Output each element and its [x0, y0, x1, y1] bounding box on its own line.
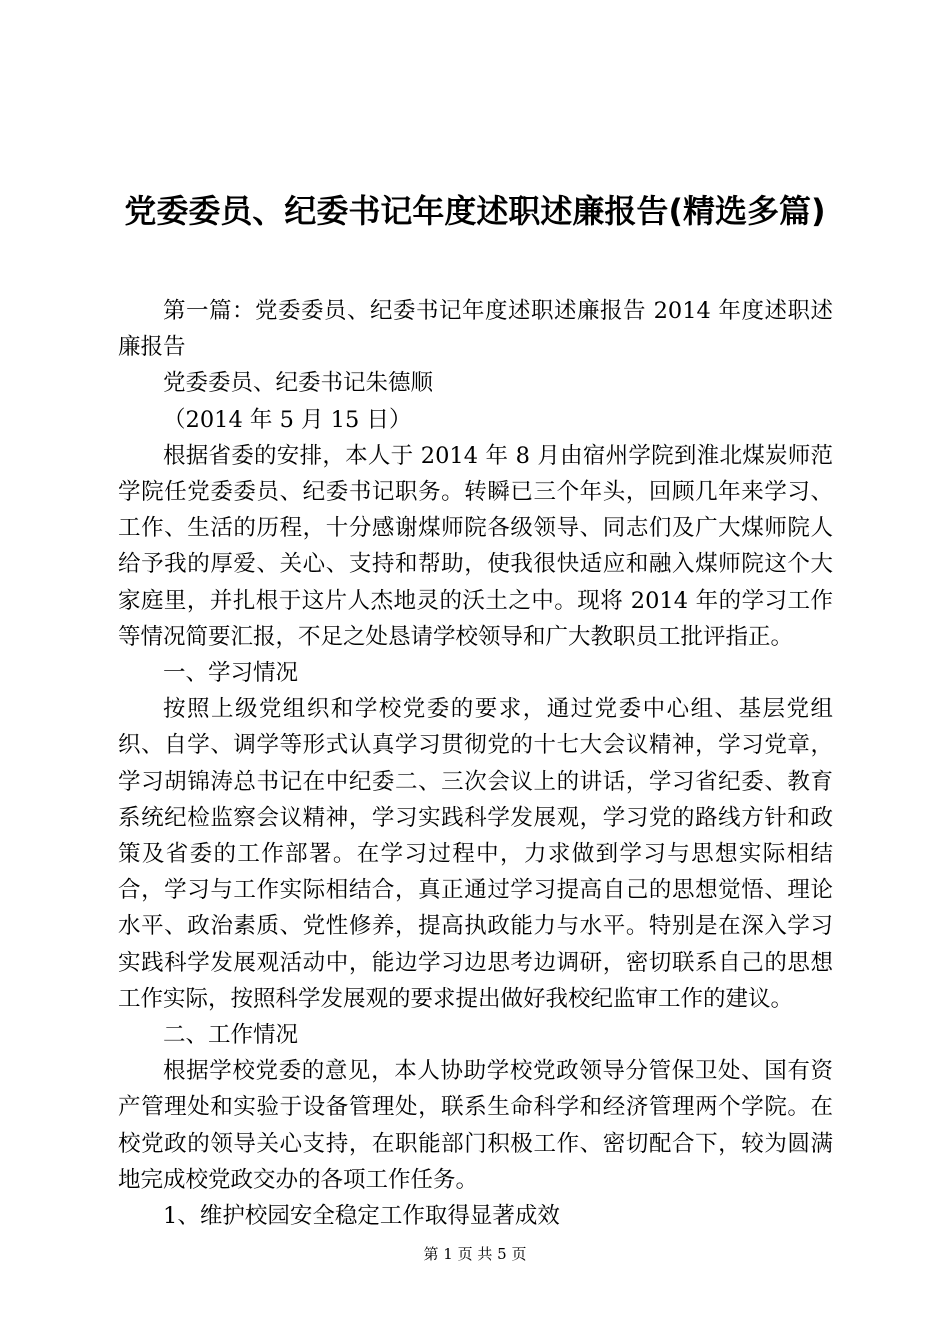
paragraph-work: 根据学校党委的意见，本人协助学校党政领导分管保卫处、国有资产管理处和实验于设备管理处，联系生命科学和经济管理两个学院。在校党政的领导关心支持，在职能部门积极工作、密切配合下，较为圆满地完成校党政交办的各项工作任务。	[118, 1058, 833, 1193]
section-heading-work: 二、工作情况	[163, 1022, 299, 1049]
document-body	[118, 293, 833, 1234]
page-footer: 第 1 页 共 5 页	[423, 1245, 527, 1263]
subsection-heading-safety: 1、维护校园安全稳定工作取得显著成效	[163, 1203, 560, 1230]
document-title: 党委委员、纪委书记年度述职述廉报告(精选多篇)	[124, 192, 826, 230]
paragraph-chapter-heading: 第一篇：党委委员、纪委书记年度述职述廉报告 2014 年度述职述廉报告	[118, 298, 833, 361]
paragraph-intro: 根据省委的安排，本人于 2014 年 8 月由宿州学院到淮北煤炭师范学院任党委委员、纪委书记职务。转瞬已三个年头，回顾几年来学习、工作、生活的历程，十分感谢煤师院各级领导、同志们及广大煤师院人给予我的厚爱、关心、支持和帮助，使我很快适应和融入煤师院这个大家庭里，并扎根于这片人杰地灵的沃土之中。现将 2014 年的学习工作等情况简要汇报，不足之处恳请学校领导和广大教职员工批评指正。	[118, 442, 833, 650]
section-heading-study: 一、学习情况	[163, 660, 299, 687]
paragraph-author: 党委委员、纪委书记朱德顺	[163, 370, 434, 397]
paragraph-date: （2014 年 5 月 15 日）	[163, 406, 412, 433]
paragraph-study: 按照上级党组织和学校党委的要求，通过党委中心组、基层党组织、自学、调学等形式认真学习贯彻党的十七大会议精神，学习党章，学习胡锦涛总书记在中纪委二、三次会议上的讲话，学习省纪委、教育系统纪检监察会议精神，学习实践科学发展观，学习党的路线方针和政策及省委的工作部署。在学习过程中，力求做到学习与思想实际相结合，学习与工作实际相结合，真正通过学习提高自己的思想觉悟、理论水平、政治素质、党性修养，提高执政能力与水平。特别是在深入学习实践科学发展观活动中，能边学习边思考边调研，密切联系自己的思想工作实际，按照科学发展观的要求提出做好我校纪监审工作的建议。	[118, 696, 833, 1012]
